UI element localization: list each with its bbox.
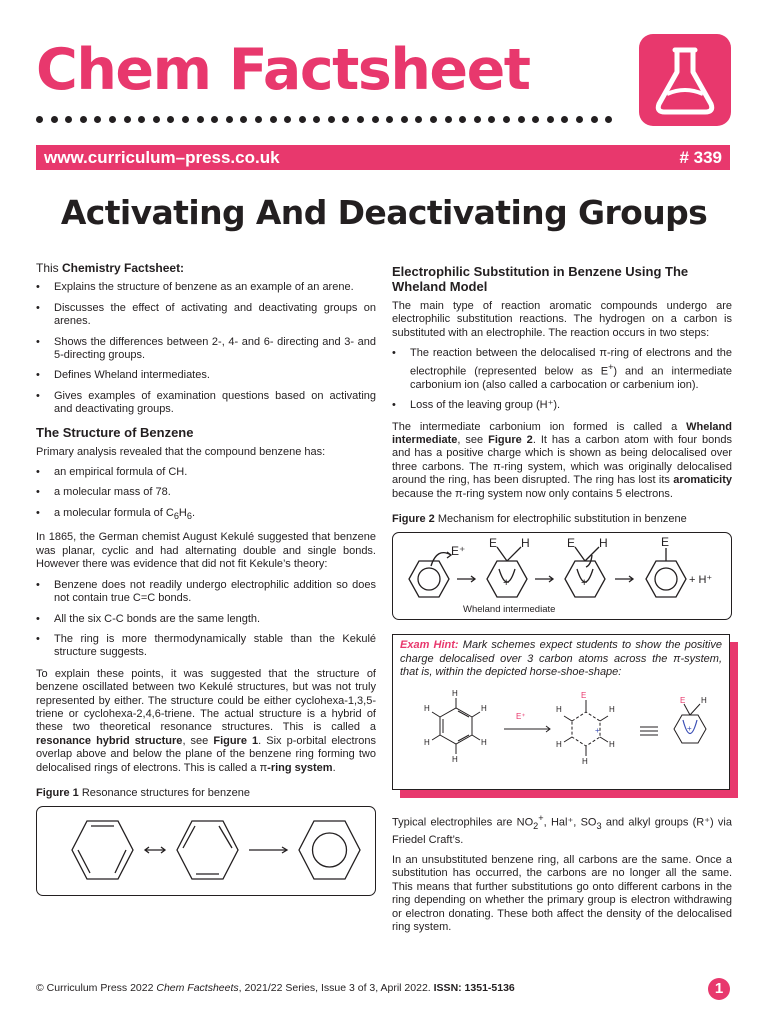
masthead	[36, 34, 596, 114]
divider-dot	[547, 116, 554, 123]
svg-text:H: H	[424, 703, 430, 713]
kekule-bullets	[36, 579, 376, 660]
list-item: • All the six C-C bonds are the same length.	[36, 613, 376, 626]
svg-text:H: H	[609, 704, 615, 714]
list-item: • The reaction between the delocalised π-ring of electrons and the electrophile (represented below as E+) and an intermediate carbonium ion (also called a carbocation or carbenium ion).	[392, 347, 732, 392]
brand-title: Chem Factsheet	[36, 37, 530, 103]
website-url[interactable]: www.curriculum–press.co.uk	[44, 147, 280, 167]
divider-dot	[197, 116, 204, 123]
svg-text:H: H	[582, 756, 588, 766]
svg-text:H: H	[452, 688, 458, 698]
svg-text:H: H	[701, 695, 707, 705]
divider-dot	[284, 116, 291, 123]
paragraph: In an unsubstituted benzene ring, all carbons are the same. Once a substitution has occurred, the carbons are no longer all the same. This means that further substitutions go onto different carbons in the ring depending on whether the primary group is electron withdrawing or electron donating. These both affect the density of the delocalised ring system.	[392, 854, 732, 934]
horseshoe-diagram	[400, 687, 722, 787]
divider-dot	[138, 116, 145, 123]
flask-logo	[639, 34, 731, 126]
divider-dot	[372, 116, 379, 123]
figure-1	[36, 806, 376, 896]
list-item: • Gives examples of examination questions based on activating and deactivating groups.	[36, 390, 376, 417]
svg-text:H: H	[609, 739, 615, 749]
list-item: • a molecular mass of 78.	[36, 486, 376, 499]
svg-text:H: H	[481, 703, 487, 713]
svg-text:H: H	[452, 754, 458, 764]
divider-dot	[270, 116, 277, 123]
divider-dot	[430, 116, 437, 123]
flask-icon	[639, 34, 731, 126]
svg-text:H: H	[424, 737, 430, 747]
divider-dot	[240, 116, 247, 123]
svg-text:H: H	[556, 704, 562, 714]
figure-2	[392, 532, 732, 620]
svg-text:+: +	[687, 723, 692, 733]
svg-text:+: +	[581, 577, 588, 590]
divider-dot	[386, 116, 393, 123]
svg-text:H: H	[521, 536, 530, 551]
structure-bullets	[36, 466, 376, 523]
right-column	[392, 262, 732, 941]
figure-2-caption: Figure 2 Mechanism for electrophilic substitution in benzene	[392, 512, 687, 525]
resonance-diagram	[37, 807, 377, 897]
svg-text:E: E	[567, 536, 576, 551]
intro-bullets	[36, 281, 376, 416]
paragraph: To explain these points, it was suggested that the structure of benzene oscillated between two Kekulé structures, but was not truly represented by either. The structure could be either cyclohexa-1,3,5-triene or cyclohexa-2,4,6-triene. The actual structure is a hybrid of these two theoretical resonance structures. This is called a resonance hybrid structure, see Figure 1. Six p-orbital electrons overlap above and below the plane of the benzene ring forming two delocalised rings of electrons. This is called a π-ring system.	[36, 667, 377, 774]
intro-lead: This Chemistry Factsheet:	[36, 261, 185, 275]
divider-dot	[576, 116, 583, 123]
list-item: • Explains the structure of benzene as an example of an arene.	[36, 281, 376, 294]
divider-dot	[445, 116, 452, 123]
issue-number: # 339	[679, 147, 722, 167]
electrophile-label: E⁺	[451, 544, 466, 559]
divider-dot	[474, 116, 481, 123]
svg-text:E: E	[489, 536, 498, 551]
exam-hint	[392, 634, 738, 798]
section-heading: Electrophilic Substitution in Benzene Using The Wheland Model	[392, 264, 689, 294]
product-label: + H⁺	[689, 574, 713, 587]
svg-text:E⁺: E⁺	[516, 711, 526, 721]
section-heading: The Structure of Benzene	[36, 424, 194, 440]
url-bar	[36, 145, 730, 170]
divider-dot	[342, 116, 349, 123]
svg-text:+: +	[595, 725, 600, 735]
divider-dot	[211, 116, 218, 123]
page-number: 1	[708, 978, 730, 1000]
svg-text:H: H	[481, 737, 487, 747]
paragraph: Typical electrophiles are $NO_2^+$, Hal⁺, $SO_3$ and alkyl groups (R⁺) via Friedel Craft’s.	[392, 813, 732, 846]
divider-dot	[328, 116, 335, 123]
wheland-intermediate-label: Wheland intermediate	[463, 604, 556, 616]
divider-dot	[518, 116, 525, 123]
divider-dot	[488, 116, 495, 123]
figure-1-caption: Figure 1 Resonance structures for benzene	[36, 786, 251, 799]
svg-text:H: H	[599, 536, 608, 551]
svg-text:E: E	[680, 695, 686, 705]
divider-dot	[605, 116, 612, 123]
list-item: • Loss of the leaving group (H⁺).	[392, 399, 732, 412]
list-item: • Shows the differences between 2-, 4- and 6- directing and 3- and 5-directing groups.	[36, 336, 376, 363]
exam-hint-text: Exam Hint: Mark schemes expect students to show the positive charge delocalised over 3 carbon atoms across the π-system, that is, within the depicted horse-shoe-shape:	[400, 639, 722, 679]
divider-dot	[109, 116, 116, 123]
document-title: Activating And Deactivating Groups	[60, 193, 708, 232]
divider-dot	[357, 116, 364, 123]
paragraph: Primary analysis revealed that the compound benzene has:	[36, 445, 326, 458]
divider-dot	[80, 116, 87, 123]
list-item: • Discusses the effect of activating and deactivating groups on arenes.	[36, 302, 376, 329]
svg-text:H: H	[556, 739, 562, 749]
list-item: • The ring is more thermodynamically stable than the Kekulé structure suggests.	[36, 633, 376, 660]
divider-dot	[561, 116, 568, 123]
dot-divider	[36, 116, 612, 123]
svg-text:E: E	[661, 535, 670, 550]
divider-dot	[313, 116, 320, 123]
divider-dot	[36, 116, 43, 123]
divider-dot	[255, 116, 262, 123]
left-column	[36, 262, 376, 896]
paragraph: The intermediate carbonium ion formed is called a Wheland intermediate, see Figure 2. It has a carbon atom with four bonds and has a positive charge which is shown as being delocalised over three carbons. The π-ring system, which was originally delocalised around the ring, has been disrupted. The ring has lost its aromaticity because the π-ring system now only contains 5 electrons.	[392, 420, 733, 500]
divider-dot	[532, 116, 539, 123]
divider-dot	[182, 116, 189, 123]
divider-dot	[415, 116, 422, 123]
divider-dot	[65, 116, 72, 123]
divider-dot	[459, 116, 466, 123]
list-item: • Defines Wheland intermediates.	[36, 369, 376, 382]
divider-dot	[153, 116, 160, 123]
footer: © Curriculum Press 2022 Chem Factsheets, 2021/22 Series, Issue 3 of 3, April 2022. ISSN: 1351-5136	[36, 982, 515, 994]
divider-dot	[124, 116, 131, 123]
divider-dot	[401, 116, 408, 123]
list-item: • Benzene does not readily undergo electrophilic addition so does not contain true C=C bonds.	[36, 579, 376, 606]
svg-text:+: +	[503, 577, 510, 590]
divider-dot	[94, 116, 101, 123]
divider-dot	[51, 116, 58, 123]
list-item: • an empirical formula of CH.	[36, 466, 376, 479]
divider-dot	[299, 116, 306, 123]
mechanism-diagram	[393, 533, 733, 621]
wheland-bullets	[392, 347, 732, 412]
paragraph: In 1865, the German chemist August Kekulé suggested that benzene was planar, cyclic and had alternating double and single bonds. However there was evidence that did not fit Kekule’s theory:	[36, 531, 376, 571]
list-item: • a molecular formula of $C_6H_6$.	[36, 507, 376, 524]
divider-dot	[167, 116, 174, 123]
divider-dot	[591, 116, 598, 123]
divider-dot	[226, 116, 233, 123]
svg-text:E: E	[581, 690, 587, 700]
paragraph: The main type of reaction aromatic compounds undergo are electrophilic substitution reactions. The hydrogen on a carbon is substituted with an electrophile. The reaction occurs in two steps:	[392, 300, 732, 339]
divider-dot	[503, 116, 510, 123]
